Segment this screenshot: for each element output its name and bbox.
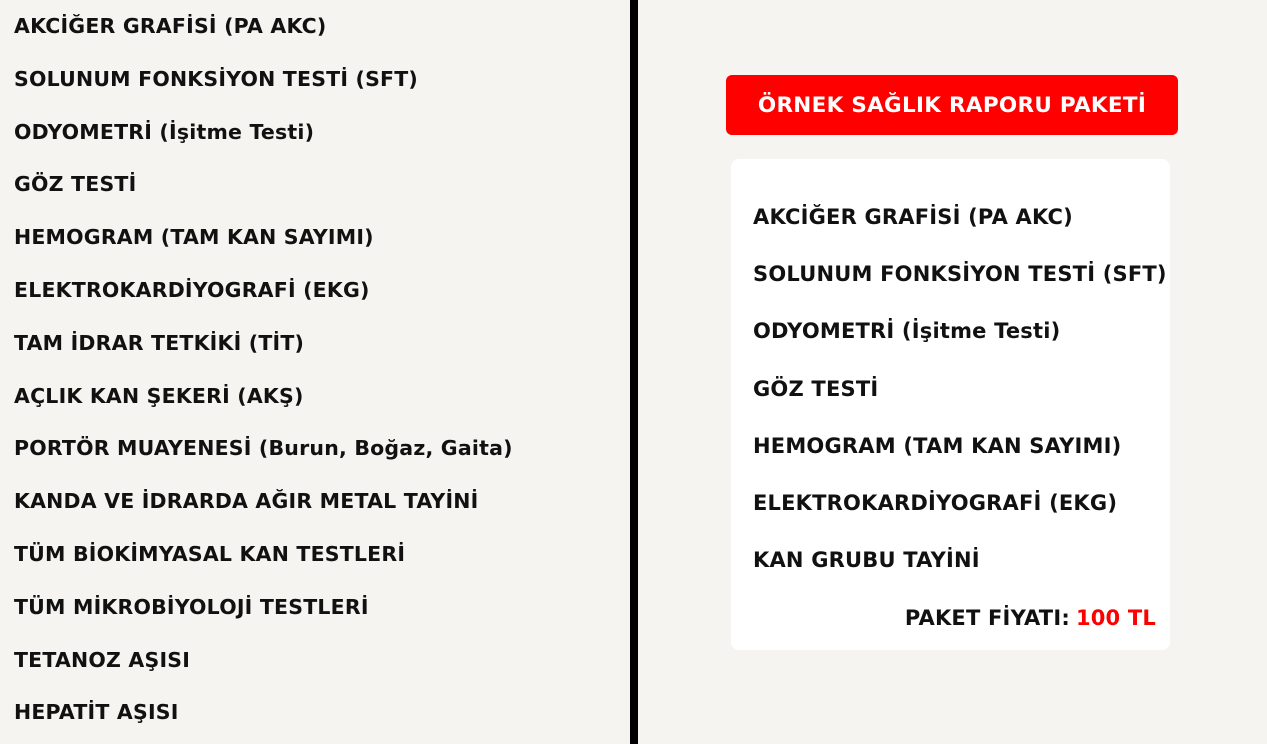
exam-item: ELEKTROKARDİYOGRAFİ (EKG) bbox=[14, 277, 370, 302]
exam-item: TÜM MİKROBİYOLOJİ TESTLERİ bbox=[14, 594, 369, 619]
package-item: KAN GRUBU TAYİNİ bbox=[753, 548, 980, 573]
package-title-button[interactable]: ÖRNEK SAĞLIK RAPORU PAKETİ bbox=[726, 75, 1178, 135]
column-divider bbox=[630, 0, 638, 744]
package-item-list bbox=[753, 201, 1167, 601]
exam-list bbox=[14, 10, 513, 744]
exam-item: TETANOZ AŞISI bbox=[14, 647, 191, 672]
exam-item: HEMOGRAM (TAM KAN SAYIMI) bbox=[14, 225, 374, 250]
package-item: SOLUNUM FONKSİYON TESTİ (SFT) bbox=[753, 262, 1167, 287]
package-price bbox=[905, 606, 1156, 630]
package-item: GÖZ TESTİ bbox=[753, 376, 879, 401]
package-item: HEMOGRAM (TAM KAN SAYIMI) bbox=[753, 433, 1122, 458]
exam-item: AKCİĞER GRAFİSİ (PA AKC) bbox=[14, 14, 327, 38]
exam-item: SOLUNUM FONKSİYON TESTİ (SFT) bbox=[14, 66, 418, 91]
exam-item: GÖZ TESTİ bbox=[14, 172, 137, 197]
price-label: PAKET FİYATI: bbox=[904, 606, 1070, 630]
package-item: AKCİĞER GRAFİSİ (PA AKC) bbox=[753, 205, 1073, 229]
exam-item: HEPATİT AŞISI bbox=[14, 700, 179, 725]
exam-item: ODYOMETRİ (İşitme Testi) bbox=[14, 119, 315, 144]
price-value: 100 TL bbox=[1075, 606, 1156, 630]
package-item: ELEKTROKARDİYOGRAFİ (EKG) bbox=[753, 490, 1118, 515]
exam-item: AÇLIK KAN ŞEKERİ (AKŞ) bbox=[14, 383, 304, 408]
exam-item: PORTÖR MUAYENESİ (Burun, Boğaz, Gaita) bbox=[14, 436, 513, 461]
exam-item: TAM İDRAR TETKİKİ (TİT) bbox=[14, 330, 305, 355]
exam-item: KANDA VE İDRARDA AĞIR METAL TAYİNİ bbox=[14, 489, 479, 514]
exam-item: TÜM BİOKİMYASAL KAN TESTLERİ bbox=[14, 541, 406, 566]
package-item: ODYOMETRİ (İşitme Testi) bbox=[753, 319, 1061, 344]
package-column bbox=[638, 0, 1267, 744]
package-card bbox=[731, 159, 1170, 650]
exam-list-column bbox=[0, 0, 630, 744]
